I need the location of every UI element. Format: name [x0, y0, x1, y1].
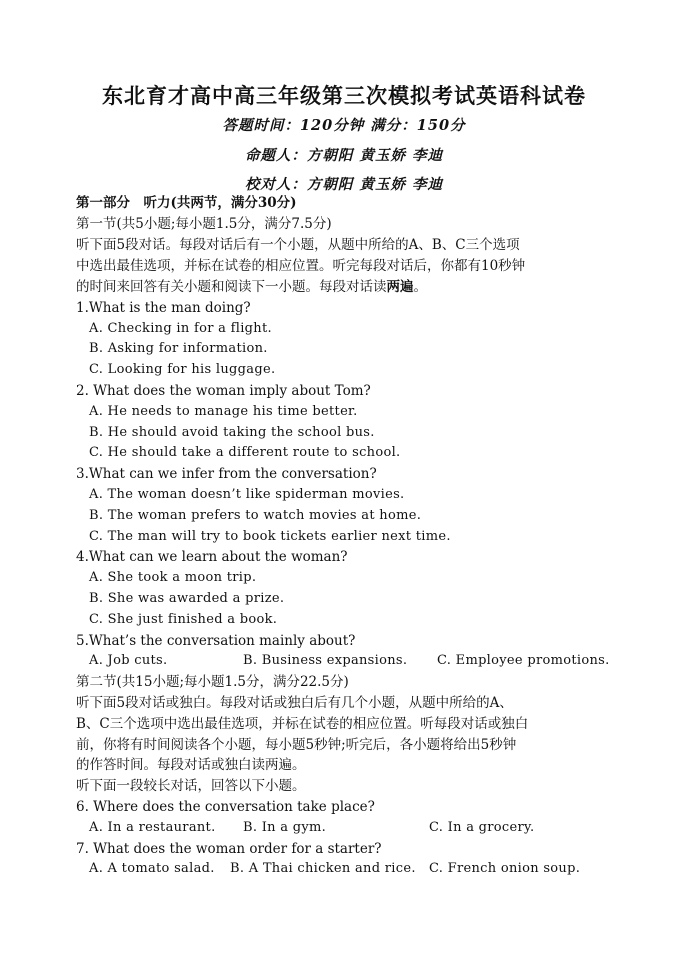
emphasis-text: 两遍	[386, 279, 414, 295]
option: A. Job cuts.	[89, 653, 168, 668]
option: B. A Thai chicken and rice.	[230, 861, 416, 876]
option: B. She was awarded a prize.	[89, 591, 285, 606]
option: C. She just finished a book.	[89, 612, 278, 627]
question: 2. What does the woman imply about Tom?	[76, 383, 371, 399]
section2-instruction-line: B、C三个选项中选出最佳选项，并标在试卷的相应位置。听每段对话或独白	[76, 716, 529, 732]
option: B. He should avoid taking the school bus.	[89, 425, 375, 440]
option: A. A tomato salad.	[89, 861, 215, 876]
option: C. French onion soup.	[429, 861, 581, 876]
section1-heading: 第一节(共5小题;每小题1.5分，满分7.5分)	[76, 216, 332, 232]
option: A. He needs to manage his time better.	[89, 404, 358, 419]
question: 3.What can we infer from the conversation?	[76, 466, 377, 482]
option: A. The woman doesn’t like spiderman movies.	[89, 487, 405, 502]
question: 4.What can we learn about the woman?	[76, 549, 348, 565]
option: A. She took a moon trip.	[89, 570, 257, 585]
question: 1.What is the man doing?	[76, 300, 251, 316]
part1-heading: 第一部分 听力(共两节，满分30分)	[76, 195, 297, 211]
option: B. The woman prefers to watch movies at home.	[89, 508, 422, 523]
option: C. Looking for his luggage.	[89, 362, 276, 377]
option: B. Asking for information.	[89, 341, 268, 356]
instruction-text: 的时间来回答有关小题和阅读下一小题。每段对话读	[76, 279, 387, 295]
option: C. Employee promotions.	[437, 653, 610, 668]
section2-instruction-line: 前，你将有时间阅读各个小题，每小题5秒钟;听完后，各小题将给出5秒钟	[76, 737, 517, 753]
option: C. He should take a different route to school.	[89, 445, 401, 460]
option: A. Checking in for a flight.	[89, 321, 272, 336]
section2-instruction-line: 听下面5段对话或独白。每段对话或独白后有几个小题，从题中所给的A、	[76, 695, 513, 711]
option: C. In a grocery.	[429, 820, 535, 835]
question: 5.What’s the conversation mainly about?	[76, 633, 356, 649]
question: 6. Where does the conversation take place?	[76, 799, 375, 815]
instruction-text: 。	[413, 279, 427, 295]
question: 7. What does the woman order for a starter?	[76, 841, 382, 857]
section2-instruction-line: 听下面一段较长对话，回答以下小题。	[76, 778, 306, 794]
section2-instruction-line: 的作答时间。每段对话或独白读两遍。	[76, 757, 306, 773]
option: C. The man will try to book tickets earlier next time.	[89, 529, 451, 544]
section2-heading: 第二节(共15小题;每小题1.5分，满分22.5分)	[76, 674, 349, 690]
proofreaders-line: 校对人：方朝阳 黄玉娇 李迪	[244, 176, 444, 193]
option: B. Business expansions.	[243, 653, 408, 668]
section1-instruction-line	[76, 278, 427, 296]
option: B. In a gym.	[243, 820, 327, 835]
exam-info: 答题时间：120分钟 满分：150分	[222, 117, 466, 134]
section1-instruction-line: 听下面5段对话。每段对话后有一个小题，从题中所给的A、B、C三个选项	[76, 237, 520, 253]
option: A. In a restaurant.	[89, 820, 216, 835]
section1-instruction-line: 中选出最佳选项，并标在试卷的相应位置。听完每段对话后，你都有10秒钟	[76, 258, 526, 274]
setters-line: 命题人：方朝阳 黄玉娇 李迪	[244, 147, 444, 164]
exam-title: 东北育才高中高三年级第三次模拟考试英语科试卷	[102, 84, 586, 108]
